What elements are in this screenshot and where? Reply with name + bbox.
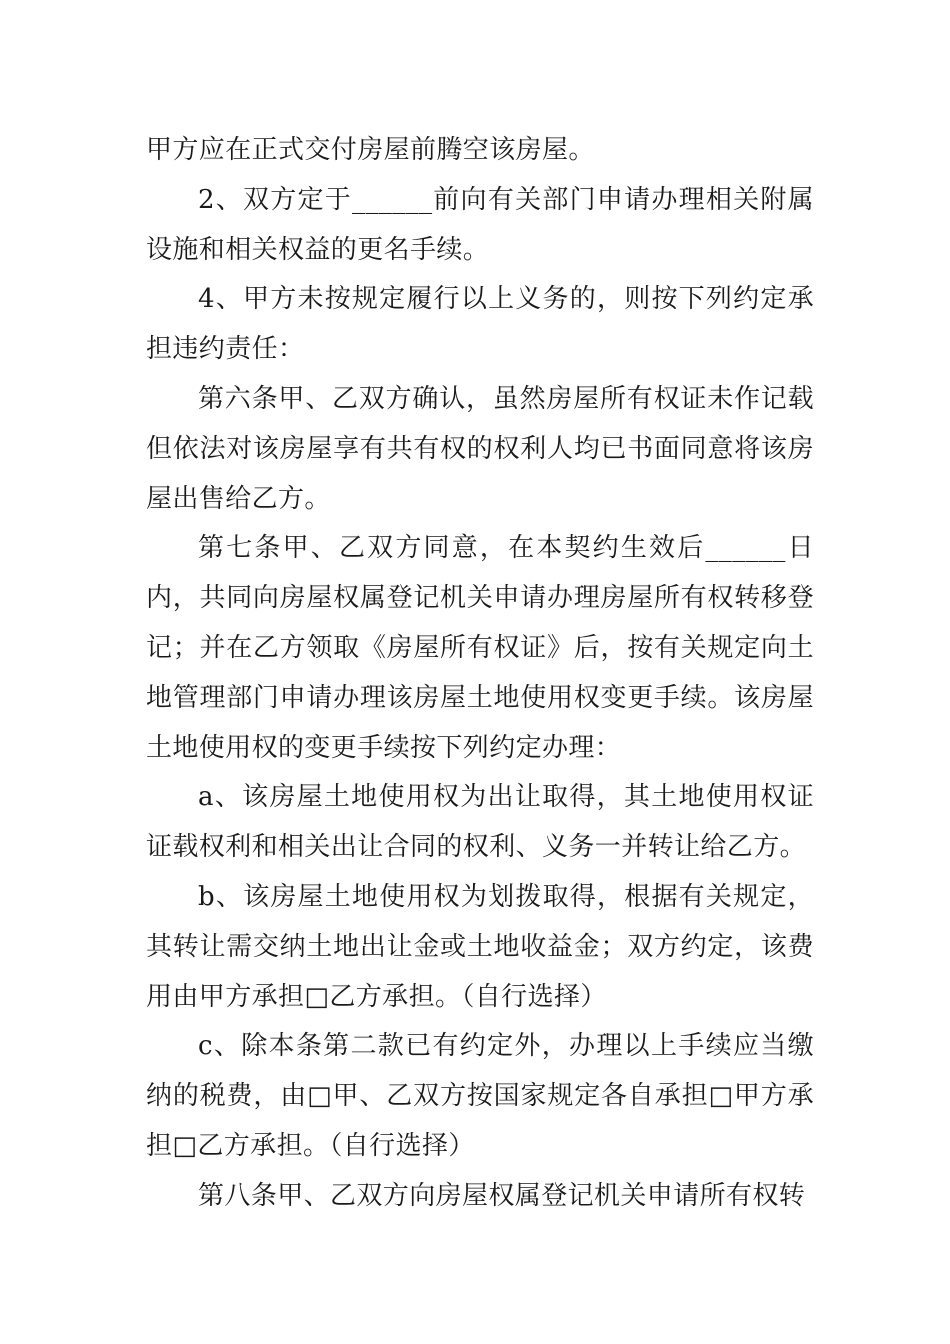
paragraph-vacate-house: 甲方应在正式交付房屋前腾空该房屋。 [146,135,595,165]
paragraph-clause-4: 4、甲方未按规定履行以上义务的，则按下列约定承担违约责任： [146,284,814,365]
paragraph-item-a: a、该房屋土地使用权为出让取得，其土地使用权证证载权利和相关出让合同的权利、义务一并转让给乙方。 [146,782,814,863]
paragraph-item-c: c、除本条第二款已有约定外，办理以上手续应当缴纳的税费，由□甲、乙双方按国家规定各自承担□甲方承担□乙方承担。（自行选择） [146,1031,814,1161]
paragraph-article-8: 第八条甲、乙双方向房屋权属登记机关申请所有权转 [198,1180,806,1211]
paragraph-article-7: 第七条甲、乙双方同意，在本契约生效后______日内，共同向房屋权属登记机关申请办理房屋所有权转移登记；并在乙方领取《房屋所有权证》后，按有关规定向土地管理部门申请办理该房屋土地使用权变更手续。该房屋土地使用权的变更手续按下列约定办理： [146,533,814,763]
paragraph-item-b: b、该房屋土地使用权为划拨取得，根据有关规定，其转让需交纳土地出让金或土地收益金；双方约定，该费用由甲方承担□乙方承担。（自行选择） [146,881,814,1012]
paragraph-article-6: 第六条甲、乙双方确认，虽然房屋所有权证未作记载但依法对该房屋享有共有权的权利人均已书面同意将该房屋出售给乙方。 [146,383,814,514]
document-body [146,126,814,1222]
paragraph-clause-2: 2、双方定于______前向有关部门申请办理相关附属设施和相关权益的更名手续。 [146,184,814,265]
